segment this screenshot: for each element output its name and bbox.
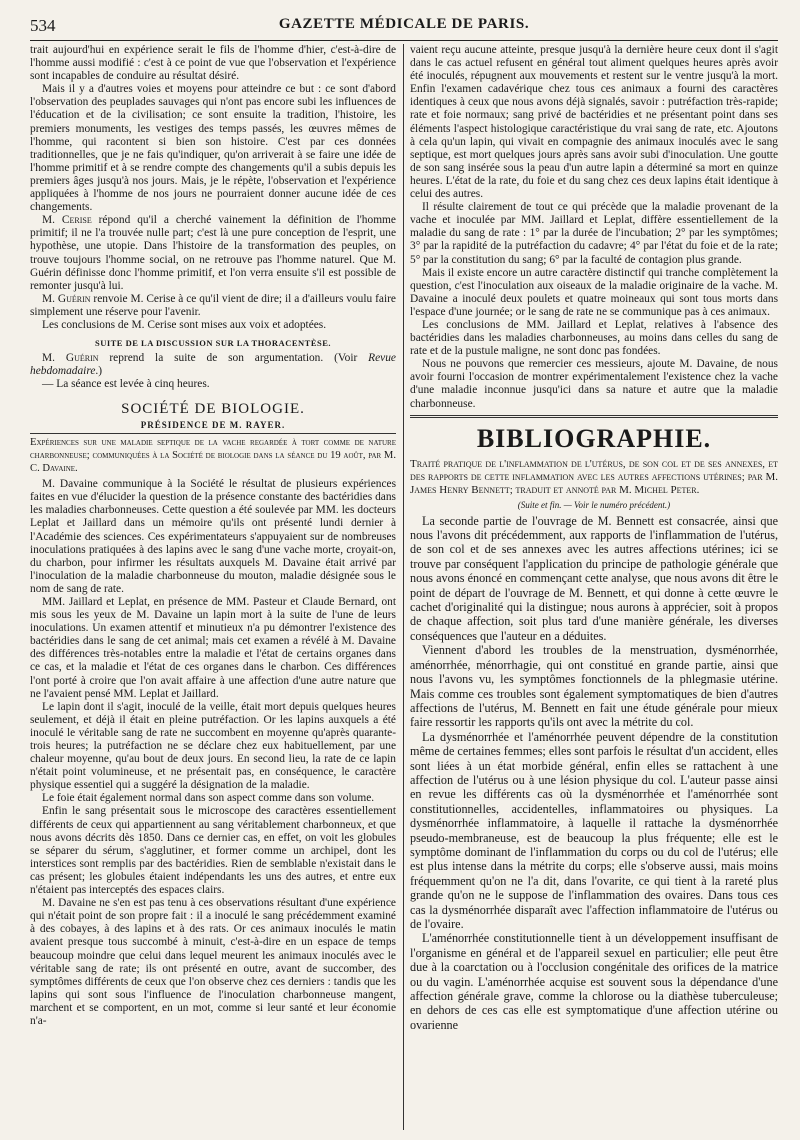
paragraph: trait aujourd'hui en expérience serait le fils de l'homme d'hier, c'est-à-dire de l'homme aussi modifié : c'est à ce point de vue que l'observation et l'expérience sont incapables de conduire au résultat désiré. bbox=[30, 44, 396, 83]
paragraph: Les conclusions de MM. Jaillard et Leplat, relatives à l'absence des bactéridies dans les maladies charbonneuses, au moins dans celles du sang de rate et de la pustule maligne, ne sont donc pas fondées. bbox=[410, 318, 778, 358]
paragraph: L'aménorrhée constitutionnelle tient à un développement insuffisant de l'organisme en général et de l'appareil sexuel en particulier; elle peut être due à la coarctation ou à l'occlusion congénitale des orifices de la matrice ou du vagin. L'aménorrhée acquise est souvent sous la dépendance d'une affection générale grave, comme la chlorose ou la diathèse tuberculeuse; en dehors de ces cas elle est symptomatique d'une affection utérine ou ovarienne bbox=[410, 931, 778, 1032]
paragraph-text: .) bbox=[95, 365, 103, 378]
speaker-name: M. Cerise bbox=[42, 214, 92, 227]
right-column bbox=[410, 44, 778, 1032]
left-column bbox=[30, 44, 396, 1028]
columns bbox=[30, 44, 778, 1130]
paragraph bbox=[30, 352, 396, 378]
paragraph: M. Davaine ne s'en est pas tenu à ces observations résultant d'une expérience qui n'était point de son propre fait : il a inoculé le sang précédemment examiné à des cobayes, à des lapins et à des rats. Or ces animaux inoculés le matin avaient presque tous succombé à minuit, c'est-à-dire en un espace de temps beaucoup moindre que celui dans lequel meurent les animaux inoculés avec le véritable sang de rate; ils ont présenté en outre, avant de succomber, des symptômes différents de ceux que l'on observe chez ces derniers : tandis que les lapins qui sont sous l'influence de l'inoculation charbonneuse mangent, marchent et se comportent, en un mot, comme si leur santé et leur économie n'a- bbox=[30, 897, 396, 1027]
page-header bbox=[30, 14, 778, 41]
paragraph: Viennent d'abord les troubles de la menstruation, dysménorrhée, aménorrhée, ménorrhagie, qui ont constitué en grande partie, ainsi que nous l'avons vu, les symptômes fonctionnels de la phlegmasie utérine. Mais comme ces troubles sont également symptomatiques de bien d'autres affections de l'utérus, M. Bennett en fait une étude générale pour mieux faire ressortir les rapports qu'ils ont avec la métrite du col. bbox=[410, 643, 778, 730]
newspaper-page bbox=[30, 14, 778, 1130]
paragraph bbox=[30, 293, 396, 319]
paragraph: La dysménorrhée et l'aménorrhée peuvent dépendre de la constitution même de certaines femmes; elles sont parfois le résultat d'un accident, elles sont liées à un état morbide général, enfin elles se rattachent à une affection de l'utérus ou à une lésion physique du col. L'auteur passe ainsi en revue les différents cas où la dysménorrhée et l'aménorrhée sont constitutionnelles, accidentelles, inflammatoires ou physiques. La dysménorrhée inflammatoire, à laquelle il rattache la dysménorrhée pseudo-membraneuse, est de beaucoup la plus fréquente; elle est le symptôme dominant de l'inflammation du corps ou du col de l'utérus; elle est plus intense dans la métrite du corps; elle s'observe aussi, mais moins fréquemment qu'on ne l'a dit, dans l'ovarite, ce qui tient à la rareté plus grande qu'on ne le suppose de l'inflammation des ovaires. Dans tous ces cas la dysménorrhée disparaît avec l'affection inflammatoire de l'utérus ou de l'ovaire. bbox=[410, 729, 778, 931]
column-divider bbox=[403, 44, 404, 1130]
journal-title: GAZETTE MÉDICALE DE PARIS. bbox=[278, 16, 530, 32]
review-title: Traité pratique de l'inflammation de l'utérus, de son col et de ses annexes, et des rapports de cette inflammation avec les autres affections utérines; par M. James Henry Bennett; traduit et annoté par M. Michel Peter. bbox=[410, 457, 778, 496]
divider-rule bbox=[30, 433, 396, 434]
communication-title: Expériences sur une maladie septique de la vache regardée à tort comme de nature charbonneuse; communiquées à la Société de biologie dans la séance du 19 août, par M. C. Davaine. bbox=[30, 437, 396, 474]
section-divider bbox=[410, 415, 778, 418]
paragraph-text: répond qu'il a cherché vainement la définition de l'homme primitif; il ne l'a trouvée nulle part; c'est là une pure conception de l'esprit, une hypothèse, une utopie. Dans l'histoire de la transformation des peuples, on trouve toujours l'homme social, on ne retrouve pas l'homme naturel. Que M. Guérin définisse donc l'homme primitif, et l'on verra ensuite s'il est possible de remonter jusqu'à lui. bbox=[30, 214, 396, 292]
paragraph: — La séance est levée à cinq heures. bbox=[42, 378, 210, 391]
paragraph: Le lapin dont il s'agit, inoculé de la veille, était mort depuis quelques heures seulement, et déjà il était en pleine putréfaction. Or les lapins auxquels a été inoculé le véritable sang de rate ne succombent en moyenne qu'après quarante-trois heures; la putréfaction ne se déclare chez eux habituellement, par une chaleur moyenne, qu'au bout de deux jours. En second lieu, la rate de ce lapin n'était point volumineuse, et ne présentait pas, en conséquence, le caractère physique essentiel qui a suggéré la désignation de la maladie. bbox=[30, 700, 396, 792]
paragraph bbox=[30, 214, 396, 293]
paragraph: Le foie était également normal dans son aspect comme dans son volume. bbox=[42, 792, 375, 805]
page-number: 534 bbox=[30, 16, 56, 35]
bibliography-heading: BIBLIOGRAPHIE. bbox=[476, 423, 712, 453]
italic-reference: Revue hebdomadaire bbox=[30, 352, 396, 378]
paragraph: Mais il y a d'autres voies et moyens pour atteindre ce but : ce sont d'abord l'observation des peuplades sauvages qui n'ont pas encore subi les influences de l'éducation et de la civilisation; ce sont ensuite la tradition, l'histoire, les premiers monuments, les vestiges des temps passés, les œuvres mêmes de l'homme, qui racontent si bien son histoire. C'est par ces données traditionnelles, que je ne fais qu'indiquer, qu'on arriverait à se faire une idée de l'homme primitif et à se rendre compte des changements qu'il a subis depuis les premiers âges jusqu'à nos jours. Mais, je le répète, l'observation et l'expérience appliquées à l'homme de nos jours ne pourraient donner aucune idée de ces changements. bbox=[30, 83, 396, 214]
speaker-name: M. Guérin bbox=[42, 352, 99, 365]
speaker-name: M. Guérin bbox=[42, 292, 91, 305]
society-title: SOCIÉTÉ DE BIOLOGIE. bbox=[121, 401, 305, 418]
presidence-line: PRÉSIDENCE DE M. RAYER. bbox=[140, 420, 286, 431]
paragraph: Nous ne pouvons que remercier ces messieurs, ajoute M. Davaine, de nous avoir fourni l'occasion de montrer expérimentalement l'existence chez la vache d'une maladie inconnue jusqu'ici dans sa nature et autre que la maladie charbonneuse. bbox=[410, 358, 778, 410]
review-body bbox=[410, 514, 778, 1033]
paragraph: Mais il existe encore un autre caractère distinctif qui tranche complètement la question, c'est l'inoculation aux oiseaux de la maladie originaire de la vache. M. Davaine a inoculé deux poulets et quatre moineaux qui sont tous morts dans l'espace d'une journée; or le sang de rate ne se communique pas à ces animaux. bbox=[410, 266, 778, 318]
paragraph: Il résulte clairement de tout ce qui précède que la maladie provenant de la vache et inoculée par MM. Jaillard et Leplat, diffère essentiellement de la maladie du sang de rate : 1° par la durée de l'incubation; 2° par les symptômes; 3° par la rapidité de la putréfaction du cadavre; 4° par l'état du foie et de la rate; 5° par la constitution du sang; 6° par la faculté de contagion plus grande. bbox=[410, 201, 778, 266]
paragraph-text: reprend la suite de son argumentation. (Voir bbox=[98, 352, 369, 365]
section-subheading: SUITE DE LA DISCUSSION SUR LA THORACENTÈSE. bbox=[94, 338, 332, 349]
paragraph: Les conclusions de M. Cerise sont mises aux voix et adoptées. bbox=[42, 318, 327, 331]
paragraph: M. Davaine communique à la Société le résultat de plusieurs expériences faites en vue d'élucider la question de la présence constante des bactéridies dans les maladies charbonneuses. Cette question a été soulevée par MM. les docteurs Leplat et Jaillard dans un mémoire qu'ils ont présenté lundi dernier à l'Académie des sciences. Ces expérimentateurs s'appuyaient sur de nombreuses inoculations pratiquées à des lapins avec le sang d'une vache morte, croyait-on, du charbon, pour infirmer les résultats auxquels M. Davaine était arrivé par l'inoculation de la maladie charbonneuse du mouton, maladie désignée sous le nom de sang de rate. bbox=[30, 478, 396, 595]
paragraph: La seconde partie de l'ouvrage de M. Bennett est consacrée, ainsi que nous l'avons dit précédemment, aux rapports de l'inflammation de l'utérus, de son col et de ses annexes avec les autres affections utérines; ici se trouve par conséquent l'application du principe de pathologie générale que nous avons énoncé en commençant cette analyse, que nous avons dit être le point de départ de l'ouvrage de M. Bennett, et qui donne à cette œuvre le cachet d'originalité qui la distingue; nous aurons à apprécier, soit à propos de chaque affection, soit plus tard d'une manière générale, les diverses conséquences que l'auteur en a déduites. bbox=[410, 513, 778, 643]
continuation-note: (Suite et fin. — Voir le numéro précédent.) bbox=[517, 499, 671, 510]
paragraph: vaient reçu aucune atteinte, presque jusqu'à la dernière heure ceux dont il s'agit dans le cas actuel refusent en général tout aliment quelques heures après avoir été inoculés, répugnent aux mouvements et restent sur le ventre jusqu'à la mort. Enfin l'examen cadavérique chez tous ces animaux a fourni des caractères identiques à ceux que nous avons déjà signalés, savoir : putréfaction très-rapide; rate et foie normaux; sang privé de bactéridies et ne présentant point dans ses éléments l'aspect histologique caractéristique du vrai sang de rate, etc. Ajoutons à cela qu'un lapin, qui vivait en compagnie des animaux inoculés avec le sang septique, est mort quelques jours après sans avoir subi d'inoculation. Une goutte de son sang insérée sous la peau d'un autre lapin a déterminé sa mort en quinze heures. L'état de la rate, du foie et du sang chez ces deux lapins était identique à celui des autres. bbox=[410, 44, 778, 201]
paragraph: MM. Jaillard et Leplat, en présence de MM. Pasteur et Claude Bernard, ont mis sous les yeux de M. Davaine un lapin mort à la suite de l'une de leurs inoculations. Un examen attentif et minutieux n'a pu démontrer l'existence des bactéridies dans le sang de cet animal; mais cet examen a révélé à M. Davaine des différences très-notables entre la maladie et l'état de certains organes dans ce cas, et la maladie et l'état de ces organes dans le charbon. Ces différences l'ont porté à croire que l'on avait affaire à une affection d'une autre nature que ne l'avaient pensé MM. Leplat et Jaillard. bbox=[30, 595, 396, 700]
paragraph: Enfin le sang présentait sous le microscope des caractères essentiellement différents de ceux qui appartiennent au sang véritablement charbonneux, et que nous avons décrits dès 1850. Dans ce dernier cas, en effet, on voit les globules se séparer du sérum, s'agglutiner, et former comme un archipel, dont les interstices sont remplis par des bactéridies. Rien de semblable n'existait dans le cas présent; les globules étaient indépendants les uns des autres, et entre eux n'étaient pas interceptés des espaces clairs. bbox=[30, 805, 396, 897]
paragraph-text: renvoie M. Cerise à ce qu'il vient de dire; il a d'ailleurs voulu faire simplement une réserve pour l'avenir. bbox=[30, 292, 396, 318]
